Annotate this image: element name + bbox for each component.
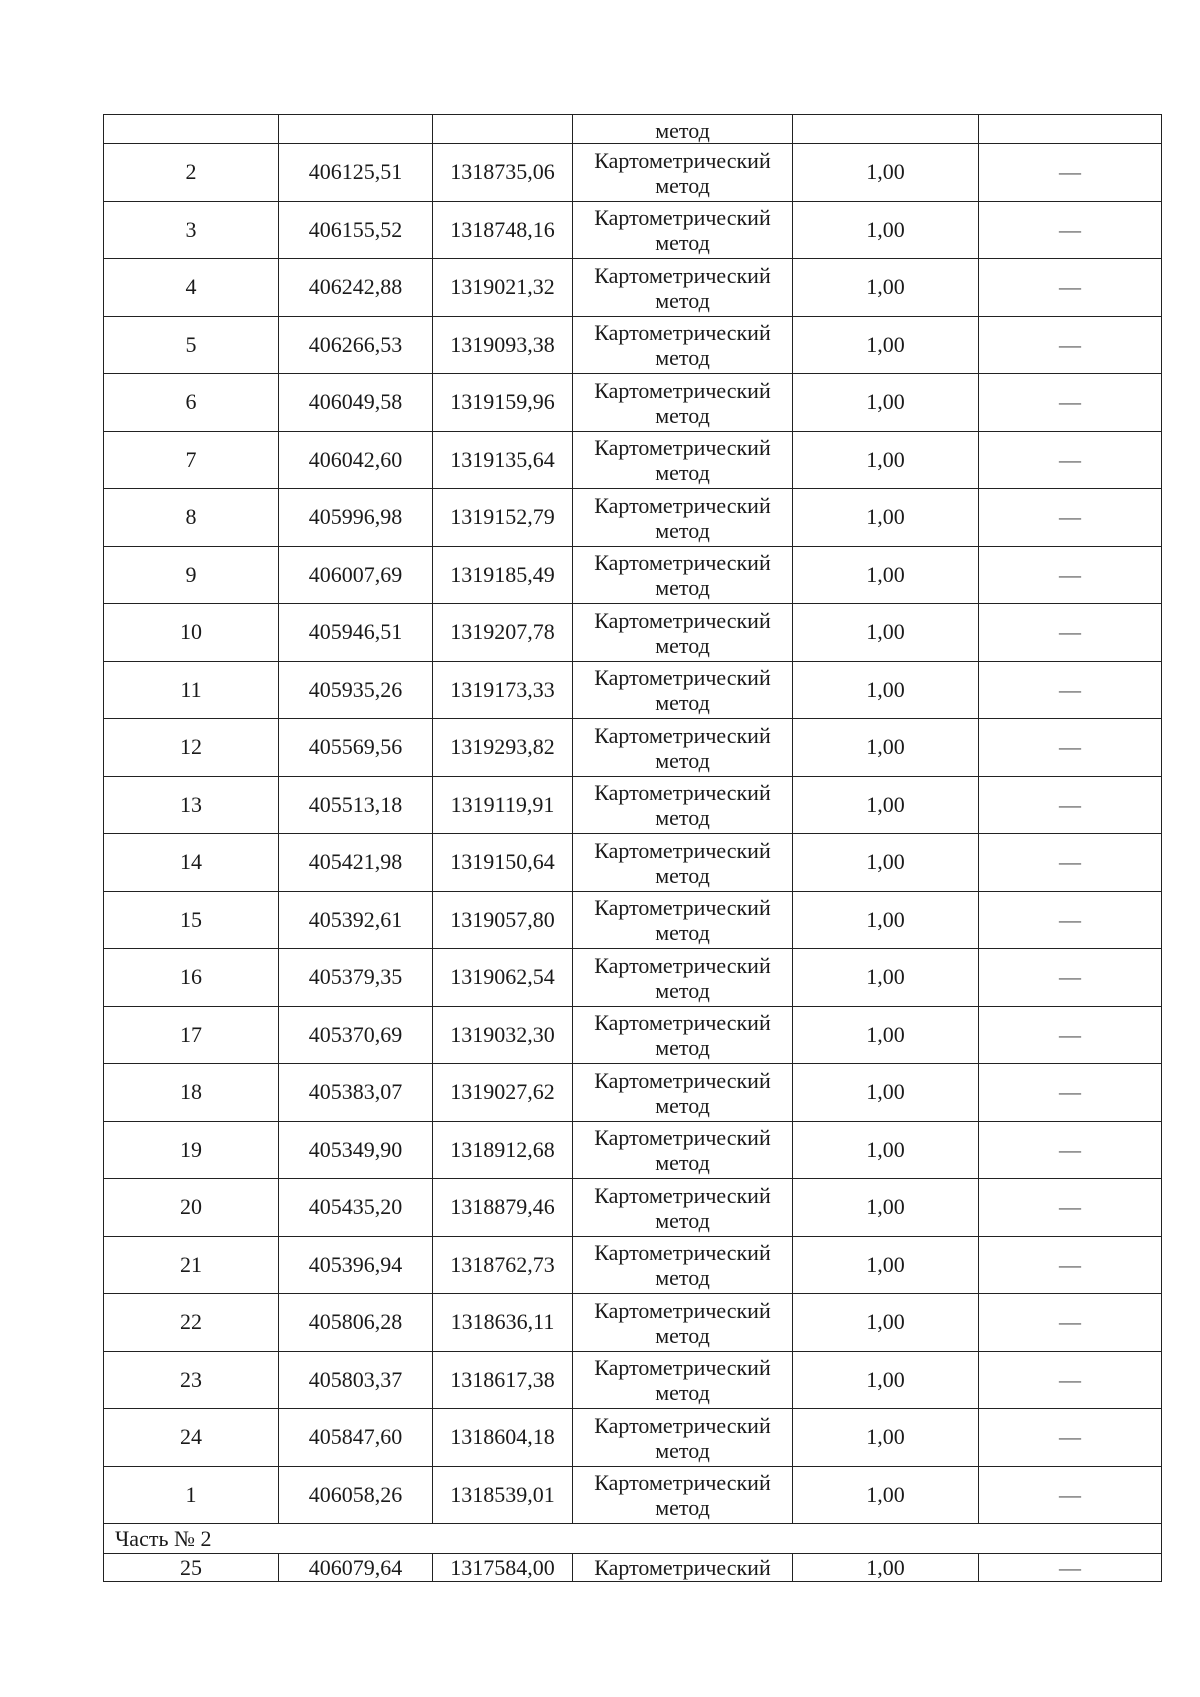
method-line-1: Картометрический (594, 780, 771, 806)
method-line-2: метод (655, 1380, 710, 1406)
cell-method (573, 259, 793, 317)
cell-method (573, 316, 793, 374)
cell-coordinate-y: 1318636,11 (433, 1294, 573, 1352)
method-line-2: метод (655, 1495, 710, 1521)
cell-point-number: 5 (104, 316, 279, 374)
cell-dash: — (979, 1236, 1162, 1294)
cell-coordinate-y: 1319021,32 (433, 259, 573, 317)
cell-dash: — (979, 431, 1162, 489)
method-line-1: Картометрический (594, 320, 771, 346)
cell-dash: — (979, 1006, 1162, 1064)
cell-accuracy: 1,00 (793, 661, 979, 719)
cell-coordinate-y: 1318539,01 (433, 1466, 573, 1524)
cell-point-number: 3 (104, 201, 279, 259)
cell-point-number: 22 (104, 1294, 279, 1352)
table-row (104, 719, 1162, 777)
cell-coordinate-y: 1319057,80 (433, 891, 573, 949)
table-row (104, 201, 1162, 259)
cell-method (573, 1236, 793, 1294)
table-row (104, 1554, 1162, 1582)
cell-coordinate-x: 405370,69 (279, 1006, 433, 1064)
table-row (104, 1294, 1162, 1352)
method-line-2: метод (655, 1035, 710, 1061)
coordinates-table (103, 114, 1162, 1582)
cell-accuracy: 1,00 (793, 1409, 979, 1467)
method-line-2: метод (655, 230, 710, 256)
table-row (104, 546, 1162, 604)
cell-method (573, 1006, 793, 1064)
method-line-1: Картометрический (594, 262, 771, 288)
part-label: Часть № 2 (104, 1524, 1162, 1554)
cell-dash: — (979, 374, 1162, 432)
cell-coordinate-x: 405392,61 (279, 891, 433, 949)
cell-method (573, 1121, 793, 1179)
method-line-2: метод (655, 575, 710, 601)
method-line-2: метод (655, 402, 710, 428)
cell-dash: — (979, 949, 1162, 1007)
method-line-1: Картометрический (594, 1554, 771, 1580)
method-line-1: Картометрический (594, 492, 771, 518)
table-row (104, 1236, 1162, 1294)
method-line-1: Картометрический (594, 550, 771, 576)
cell-coordinate-y: 1318762,73 (433, 1236, 573, 1294)
method-line-1: Картометрический (594, 377, 771, 403)
cell-point-number: 25 (104, 1554, 279, 1582)
method-line-2: метод (655, 690, 710, 716)
table-row (104, 1121, 1162, 1179)
cell-coordinate-y: 1318912,68 (433, 1121, 573, 1179)
method-line-2: метод (655, 632, 710, 658)
cell-coordinate-y: 1318748,16 (433, 201, 573, 259)
cell-coordinate-x: 405513,18 (279, 776, 433, 834)
cell-method-continued: метод (573, 115, 793, 144)
cell-dash: — (979, 316, 1162, 374)
cell-dash: — (979, 489, 1162, 547)
method-line-1: Картометрический (594, 837, 771, 863)
cell-coordinate-x: 405803,37 (279, 1351, 433, 1409)
cell-coordinate-x: 406042,60 (279, 431, 433, 489)
cell-method (573, 1466, 793, 1524)
cell-method (573, 891, 793, 949)
method-line-2: метод (655, 862, 710, 888)
cell-accuracy: 1,00 (793, 1121, 979, 1179)
table-row (104, 1466, 1162, 1524)
cell-accuracy: 1,00 (793, 431, 979, 489)
cell-method (573, 431, 793, 489)
table-row (104, 259, 1162, 317)
cell-point-number: 9 (104, 546, 279, 604)
table-row (104, 1064, 1162, 1122)
cell-point-number: 12 (104, 719, 279, 777)
cell-method (573, 604, 793, 662)
method-line-1: Картометрический (594, 1240, 771, 1266)
cell-point-number: 8 (104, 489, 279, 547)
cell-point-number: 20 (104, 1179, 279, 1237)
cell-coordinate-y: 1319032,30 (433, 1006, 573, 1064)
table-row (104, 144, 1162, 202)
cell-dash: — (979, 1409, 1162, 1467)
cell-dash: — (979, 546, 1162, 604)
method-line-2: метод (655, 805, 710, 831)
cell-method (573, 661, 793, 719)
method-line-2: метод (655, 1092, 710, 1118)
cell-empty (979, 115, 1162, 144)
cell-accuracy: 1,00 (793, 719, 979, 777)
cell-dash: — (979, 1064, 1162, 1122)
cell-accuracy: 1,00 (793, 259, 979, 317)
cell-empty (793, 115, 979, 144)
cell-empty (279, 115, 433, 144)
table-row (104, 949, 1162, 1007)
cell-coordinate-x: 406125,51 (279, 144, 433, 202)
table-row (104, 834, 1162, 892)
method-line-2: метод (655, 977, 710, 1003)
method-line-1: Картометрический (594, 1355, 771, 1381)
table-row (104, 374, 1162, 432)
cell-point-number: 21 (104, 1236, 279, 1294)
cell-method (573, 776, 793, 834)
table-row (104, 431, 1162, 489)
cell-coordinate-x: 406007,69 (279, 546, 433, 604)
cell-method (573, 546, 793, 604)
cell-point-number: 17 (104, 1006, 279, 1064)
method-line-1: Картометрический (594, 952, 771, 978)
method-line-1: Картометрический (594, 1297, 771, 1323)
cell-accuracy: 1,00 (793, 776, 979, 834)
cell-accuracy: 1,00 (793, 604, 979, 662)
cell-method (573, 1351, 793, 1409)
cell-method (573, 834, 793, 892)
table-row (104, 489, 1162, 547)
cell-dash: — (979, 891, 1162, 949)
method-line-1: Картометрический (594, 1067, 771, 1093)
cell-dash: — (979, 719, 1162, 777)
method-line-1: Картометрический (594, 895, 771, 921)
cell-point-number: 2 (104, 144, 279, 202)
cell-dash: — (979, 604, 1162, 662)
cell-dash: — (979, 144, 1162, 202)
cell-coordinate-x: 406079,64 (279, 1554, 433, 1582)
cell-point-number: 1 (104, 1466, 279, 1524)
cell-point-number: 4 (104, 259, 279, 317)
part-header-row (104, 1524, 1162, 1554)
cell-coordinate-x: 405935,26 (279, 661, 433, 719)
cell-coordinate-y: 1319207,78 (433, 604, 573, 662)
cell-coordinate-y: 1317584,00 (433, 1554, 573, 1582)
cell-point-number: 13 (104, 776, 279, 834)
cell-accuracy: 1,00 (793, 489, 979, 547)
cell-point-number: 15 (104, 891, 279, 949)
cell-coordinate-x: 405946,51 (279, 604, 433, 662)
method-line-1: Картометрический (594, 1125, 771, 1151)
cell-method (573, 1179, 793, 1237)
method-line-1: Картометрический (594, 1470, 771, 1496)
method-line-1: Картометрический (594, 607, 771, 633)
table-row (104, 1179, 1162, 1237)
cell-method (573, 949, 793, 1007)
table-row (104, 316, 1162, 374)
method-line-2: метод (655, 1437, 710, 1463)
table-row-continued (104, 115, 1162, 144)
cell-dash: — (979, 834, 1162, 892)
cell-coordinate-x: 406058,26 (279, 1466, 433, 1524)
cell-method (573, 144, 793, 202)
table-body (104, 115, 1162, 1582)
cell-accuracy: 1,00 (793, 144, 979, 202)
method-line-2: метод (655, 1150, 710, 1176)
cell-coordinate-y: 1319062,54 (433, 949, 573, 1007)
cell-point-number: 14 (104, 834, 279, 892)
table-row (104, 1409, 1162, 1467)
cell-point-number: 24 (104, 1409, 279, 1467)
cell-point-number: 7 (104, 431, 279, 489)
cell-coordinate-y: 1319135,64 (433, 431, 573, 489)
cell-coordinate-x: 406266,53 (279, 316, 433, 374)
cell-coordinate-y: 1319119,91 (433, 776, 573, 834)
cell-dash: — (979, 201, 1162, 259)
table-row (104, 891, 1162, 949)
cell-dash: — (979, 1179, 1162, 1237)
cell-method (573, 201, 793, 259)
cell-coordinate-x: 405383,07 (279, 1064, 433, 1122)
cell-point-number: 10 (104, 604, 279, 662)
cell-method (573, 374, 793, 432)
cell-coordinate-y: 1318735,06 (433, 144, 573, 202)
method-line-1: Картометрический (594, 665, 771, 691)
cell-accuracy: 1,00 (793, 374, 979, 432)
cell-coordinate-y: 1318879,46 (433, 1179, 573, 1237)
cell-accuracy: 1,00 (793, 546, 979, 604)
cell-coordinate-x: 405569,56 (279, 719, 433, 777)
cell-accuracy: 1,00 (793, 316, 979, 374)
cell-accuracy: 1,00 (793, 1236, 979, 1294)
cell-point-number: 18 (104, 1064, 279, 1122)
cell-coordinate-x: 405396,94 (279, 1236, 433, 1294)
cell-point-number: 16 (104, 949, 279, 1007)
method-line-1: Картометрический (594, 1182, 771, 1208)
method-line-1: Картометрический (594, 435, 771, 461)
cell-coordinate-x: 405847,60 (279, 1409, 433, 1467)
cell-coordinate-x: 405379,35 (279, 949, 433, 1007)
method-line-1: Картометрический (594, 147, 771, 173)
cell-coordinate-y: 1319293,82 (433, 719, 573, 777)
method-line-2: метод (655, 747, 710, 773)
cell-accuracy: 1,00 (793, 1294, 979, 1352)
cell-method (573, 1409, 793, 1467)
cell-dash: — (979, 1294, 1162, 1352)
cell-accuracy: 1,00 (793, 1466, 979, 1524)
cell-accuracy: 1,00 (793, 834, 979, 892)
method-line-1: Картометрический (594, 722, 771, 748)
cell-method (573, 1294, 793, 1352)
cell-coordinate-y: 1319173,33 (433, 661, 573, 719)
cell-dash: — (979, 1466, 1162, 1524)
cell-empty (104, 115, 279, 144)
table-row (104, 604, 1162, 662)
cell-dash: — (979, 259, 1162, 317)
method-line-2: метод (655, 460, 710, 486)
cell-method (573, 1064, 793, 1122)
cell-accuracy: 1,00 (793, 1064, 979, 1122)
cell-coordinate-x: 405421,98 (279, 834, 433, 892)
cell-accuracy: 1,00 (793, 1351, 979, 1409)
cell-coordinate-x: 405996,98 (279, 489, 433, 547)
cell-dash: — (979, 1554, 1162, 1582)
method-line-1: Картометрический (594, 1010, 771, 1036)
cell-accuracy: 1,00 (793, 949, 979, 1007)
cell-coordinate-y: 1319185,49 (433, 546, 573, 604)
cell-coordinate-x: 406155,52 (279, 201, 433, 259)
cell-coordinate-y: 1319150,64 (433, 834, 573, 892)
cell-coordinate-y: 1318604,18 (433, 1409, 573, 1467)
method-line-2: метод (655, 287, 710, 313)
method-line-2: метод (655, 345, 710, 371)
method-line-2: метод (655, 920, 710, 946)
cell-accuracy: 1,00 (793, 891, 979, 949)
cell-coordinate-x: 405349,90 (279, 1121, 433, 1179)
cell-empty (433, 115, 573, 144)
table-row (104, 661, 1162, 719)
cell-coordinate-x: 405435,20 (279, 1179, 433, 1237)
cell-dash: — (979, 661, 1162, 719)
table-row (104, 1006, 1162, 1064)
cell-point-number: 11 (104, 661, 279, 719)
cell-point-number: 6 (104, 374, 279, 432)
method-line-1: Картометрический (594, 1412, 771, 1438)
cell-coordinate-x: 406049,58 (279, 374, 433, 432)
method-line-2: метод (655, 517, 710, 543)
cell-point-number: 23 (104, 1351, 279, 1409)
cell-coordinate-y: 1319152,79 (433, 489, 573, 547)
cell-method (573, 489, 793, 547)
cell-coordinate-y: 1318617,38 (433, 1351, 573, 1409)
cell-dash: — (979, 1121, 1162, 1179)
method-line-1: Картометрический (594, 205, 771, 231)
cell-coordinate-x: 406242,88 (279, 259, 433, 317)
cell-accuracy: 1,00 (793, 1179, 979, 1237)
cell-accuracy: 1,00 (793, 1554, 979, 1582)
cell-accuracy: 1,00 (793, 201, 979, 259)
cell-coordinate-y: 1319027,62 (433, 1064, 573, 1122)
method-line-2: метод (655, 172, 710, 198)
cell-point-number: 19 (104, 1121, 279, 1179)
cell-accuracy: 1,00 (793, 1006, 979, 1064)
cell-method (573, 719, 793, 777)
cell-dash: — (979, 1351, 1162, 1409)
method-line-2: метод (655, 1322, 710, 1348)
cell-method (573, 1554, 793, 1582)
cell-coordinate-x: 405806,28 (279, 1294, 433, 1352)
table-row (104, 1351, 1162, 1409)
method-line-2: метод (655, 1207, 710, 1233)
cell-coordinate-y: 1319159,96 (433, 374, 573, 432)
method-line-2: метод (655, 1265, 710, 1291)
cell-coordinate-y: 1319093,38 (433, 316, 573, 374)
table-row (104, 776, 1162, 834)
cell-dash: — (979, 776, 1162, 834)
